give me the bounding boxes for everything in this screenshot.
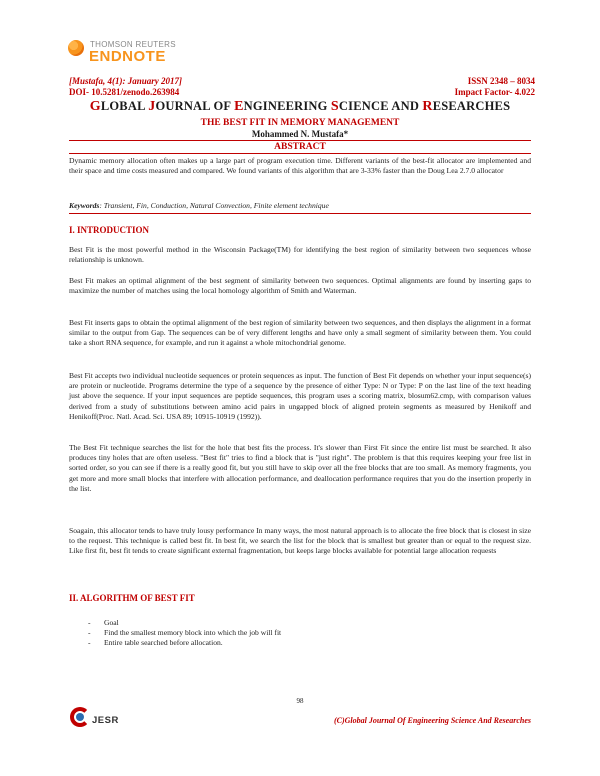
intro-heading: I. INTRODUCTION [69,225,150,235]
journal-cap-5: R [422,99,433,114]
journal-rest-5: ESEARCHES [432,99,511,113]
intro-paragraph: Best Fit inserts gaps to obtain the optimal alignment of the best region of similarity between two sequences, and then displays the alignment in a format similar to the output from Gap. The sequences can be of very different lengths and have only a small segment of similarity between them. You could take a short RNA sequence, for example, and run it against a whole mitochondrial genome. [69,318,531,348]
journal-rest-1: LOBAL [100,99,149,113]
keywords-label: Keywords [69,201,100,210]
keywords [69,201,531,210]
journal-rest-2: OURNAL OF [155,99,235,113]
journal-title [0,99,600,115]
journal-cap-1: G [89,99,101,114]
journal-cap-2: J [148,99,156,114]
abstract-heading: ABSTRACT [274,142,326,152]
logo-brand: ENDNOTE [89,48,166,65]
gjesr-logo [70,705,130,729]
title-divider [69,140,531,141]
author: Mohammed N. Mustafa* [251,129,349,139]
intro-paragraph: Best Fit is the most powerful method in the Wisconsin Package(TM) for identifying the best region of similarity between two sequences whose relationship is unknown. [69,245,531,265]
impact-factor: Impact Factor- 4.022 [454,87,535,97]
intro-paragraph: The Best Fit technique searches the list for the hole that best fits the process. It's slower than First Fit since the entire list must be searched. It also produces tiny holes that are often useless. "Best fit" tries to find a block that is "just right". The problem is that this requires keeping your free list in sorted order, so you can see if there is a really good fit, but you still have to skip over all the free blocks that are too small. As memory fragments, you get more and more small blocks that interfere with allocation performance, and deallocation performance requires that you do the insertion properly in the list. [69,443,531,493]
algorithm-heading: II. ALGORITHM OF BEST FIT [69,593,195,603]
journal-cap-4: S [330,99,339,114]
issn: ISSN 2348 – 8034 [467,76,535,86]
endnote-logo-icon [68,40,84,56]
endnote-logo [68,34,208,74]
logo-top-text: THOMSON REUTERS [90,40,176,49]
citation: [Mustafa, 4(1): January 2017] [69,76,183,86]
doi: DOI- 10.5281/zenodo.263984 [69,87,180,97]
footer-copyright: (C)Global Journal Of Engineering Science And Researches [333,716,531,725]
keywords-text: : Transient, Fin, Conduction, Natural Convection, Finite element technique [99,201,329,210]
intro-paragraph: Soagain, this allocator tends to have truly lousy performance In many ways, the most natural approach is to allocate the free block that is closest in size to the request. This technique is called best fit. In best fit, we search the list for the block that is smallest but greater than or equal to the request size. Like first fit, best fit tends to create significant external fragmentation, but keeps large blocks available for potential large allocation requests [69,526,531,556]
journal-rest-3: NGINEERING [243,99,331,113]
abstract-text: Dynamic memory allocation often makes up a large part of program execution time. Different variants of the best-fit allocator are implemented and their space and time costs measured and compared. We found variants of this algorithm that are 3-33% faster than the Doug Lea 2.7.0 allocator [69,156,531,176]
keywords-divider [69,213,531,214]
algorithm-list [88,618,281,649]
list-item: - Goal [88,618,119,627]
page-number: 98 [296,697,304,705]
footer-logo-text: JESR [92,715,119,726]
journal-cap-3: E [234,99,244,114]
journal-rest-4: CIENCE AND [338,99,423,113]
list-item: - Find the smallest memory block into which the job will fit [88,628,282,638]
gjesr-logo-dot-icon [76,713,84,721]
intro-paragraph: Best Fit makes an optimal alignment of the best segment of similarity between two sequences. Optimal alignments are found by inserting gaps to maximize the number of matches using the local homology algorithm of Smith and Waterman. [69,276,531,296]
list-item: - Entire table searched before allocation. [88,638,223,648]
intro-paragraph: Best Fit accepts two individual nucleotide sequences or protein sequences as input. The function of Best Fit depends on whether your input sequence(s) are protein or nucleotide. Programs determine the type of a sequence by the presence of either Type: N or Type: P on the last line of the text heading just above the sequence. If your input sequences are peptide sequences, this program uses a scoring matrix, blosum62.cmp, with comparison values derived from a study of substitutions between amino acid pairs in ungapped block of aligned protein segments as measured by Henikoff and Henikoff(Proc. Natl. Acad. Sci. USA 89; 10915-10919 (1992)). [69,371,531,421]
abstract-divider [69,153,531,154]
paper-title: THE BEST FIT IN MEMORY MANAGEMENT [200,118,400,128]
